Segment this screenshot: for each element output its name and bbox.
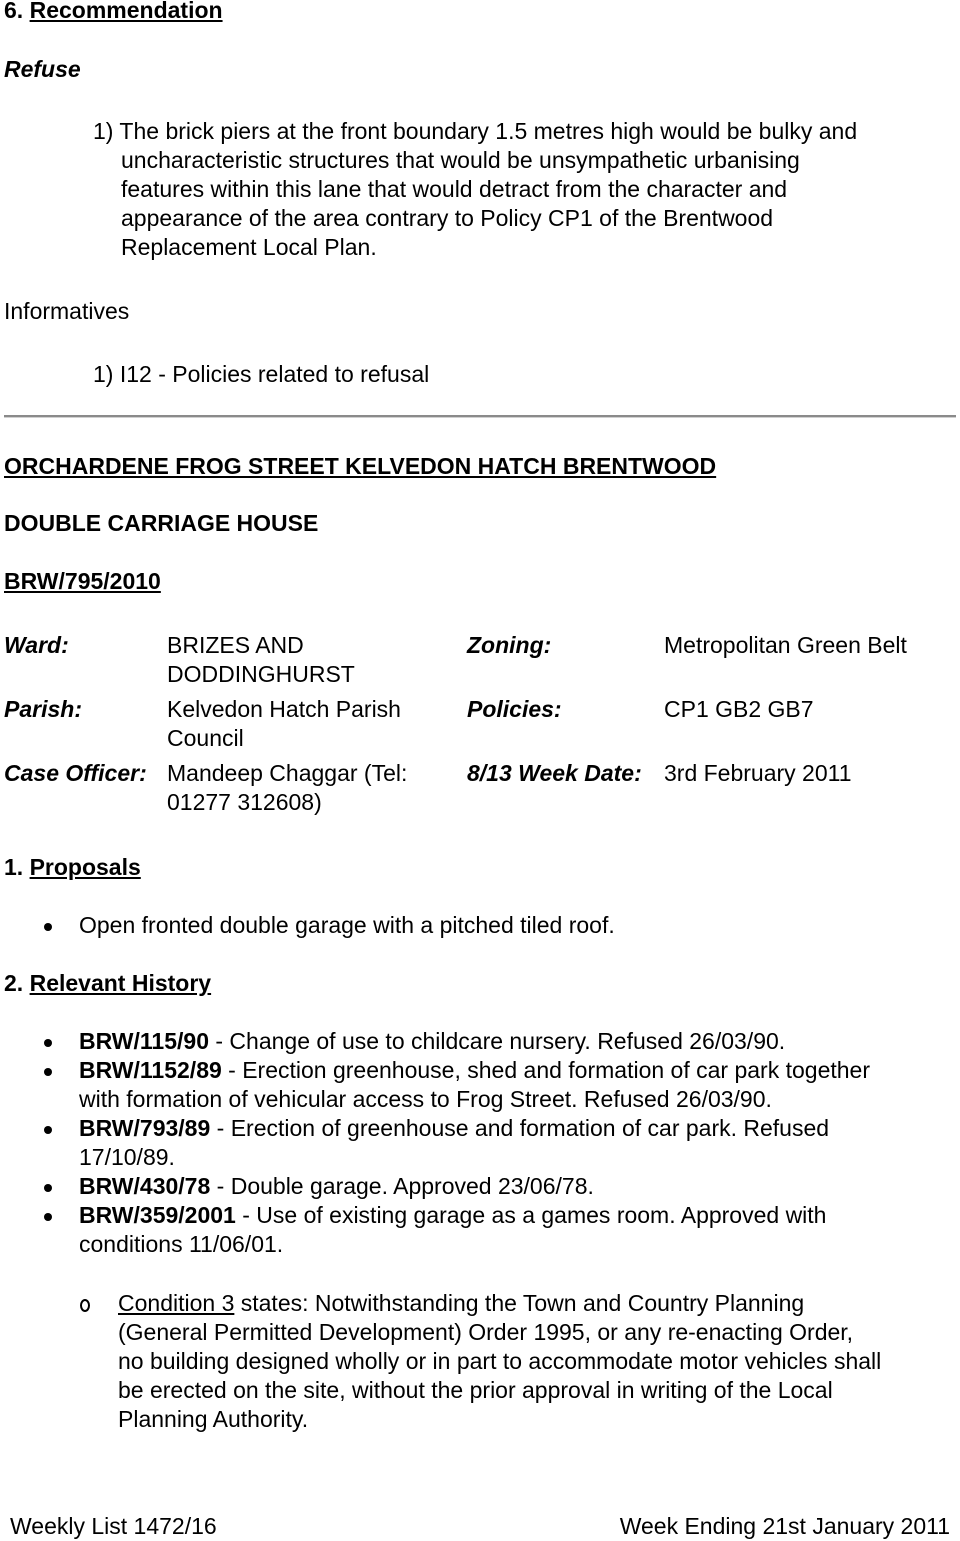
bullet-icon: [44, 1126, 52, 1134]
refusal-reason-line-2: uncharacteristic structures that would be unsympathetic urbanising: [121, 147, 800, 173]
parish-value: [167, 695, 467, 759]
application-description: DOUBLE CARRIAGE HOUSE: [4, 510, 319, 536]
recommendation-title: Recommendation: [29, 0, 223, 23]
history-item-3: [79, 1114, 829, 1143]
proposal-item: Open fronted double garage with a pitched tiled roof.: [79, 912, 615, 938]
ward-label: Ward:: [4, 632, 69, 658]
parish-line-2: Council: [167, 725, 244, 751]
application-info-table: [4, 631, 954, 823]
zoning-label: Zoning:: [467, 632, 552, 658]
condition-line-5: Planning Authority.: [118, 1406, 309, 1432]
history-item-1: [79, 1027, 785, 1056]
footer-weekly-list: Weekly List 1472/16: [10, 1513, 217, 1539]
history-item-5: [79, 1201, 826, 1230]
application-reference: BRW/795/2010: [4, 568, 161, 594]
info-row-officer: [4, 759, 954, 823]
history-ref: BRW/1152/89: [79, 1057, 222, 1083]
circle-bullet-icon: [80, 1299, 90, 1312]
footer-week-ending: Week Ending 21st January 2011: [619, 1513, 950, 1539]
condition-line-4: be erected on the site, without the prior approval in writing of the Local: [118, 1377, 833, 1403]
recommendation-number: 6.: [4, 0, 24, 23]
history-title: Relevant History: [29, 970, 212, 996]
ward-value: [167, 631, 467, 695]
info-row-parish: [4, 695, 954, 759]
policies-label: Policies:: [467, 696, 562, 722]
history-item-4: [79, 1172, 594, 1201]
bullet-icon: [44, 1068, 52, 1076]
section-divider: [4, 415, 956, 418]
condition-line-2: (General Permitted Development) Order 1995, or any re-enacting Order,: [118, 1319, 854, 1345]
case-officer-label: Case Officer:: [4, 760, 147, 786]
zoning-value: Metropolitan Green Belt: [664, 632, 907, 658]
history-ref: BRW/359/2001: [79, 1202, 236, 1228]
parish-line-1: Kelvedon Hatch Parish: [167, 696, 401, 722]
proposals-number: 1.: [4, 854, 24, 880]
refusal-reason-line-1: 1) The brick piers at the front boundary 1.5 metres high would be bulky and: [93, 118, 858, 144]
case-officer-line-2: 01277 312608): [167, 789, 322, 815]
case-officer-value: [167, 759, 467, 823]
history-text: - Erection of greenhouse and formation of car park. Refused: [210, 1115, 830, 1141]
history-text: - Erection greenhouse, shed and formation of car park together: [221, 1057, 870, 1083]
case-officer-line-1: Mandeep Chaggar (Tel:: [167, 760, 408, 786]
history-item-2-line-2: with formation of vehicular access to Frog Street. Refused 26/03/90.: [79, 1086, 772, 1112]
history-ref: BRW/430/78: [79, 1173, 211, 1199]
condition-line-3: no building designed wholly or in part to accommodate motor vehicles shall: [118, 1348, 882, 1374]
recommendation-heading: [4, 0, 223, 25]
condition-text: states: Notwithstanding the Town and Country Planning: [234, 1290, 805, 1316]
history-number: 2.: [4, 970, 24, 996]
history-text: - Change of use to childcare nursery. Refused 26/03/90.: [208, 1028, 786, 1054]
history-ref: BRW/115/90: [79, 1028, 209, 1054]
info-row-ward: [4, 631, 954, 695]
bullet-icon: [44, 1039, 52, 1047]
bullet-icon: [44, 1213, 52, 1221]
history-item-5-line-2: conditions 11/06/01.: [79, 1231, 284, 1257]
history-item-3-line-2: 17/10/89.: [79, 1144, 175, 1170]
site-address: ORCHARDENE FROG STREET KELVEDON HATCH BRENTWOOD: [4, 453, 717, 479]
parish-label: Parish:: [4, 696, 82, 722]
history-ref: BRW/793/89: [79, 1115, 211, 1141]
informatives-label: Informatives: [4, 298, 130, 324]
refusal-reason-line-5: Replacement Local Plan.: [121, 234, 377, 260]
history-item-2: [79, 1056, 870, 1085]
ward-line-2: DODDINGHURST: [167, 661, 355, 687]
proposals-heading: [4, 853, 141, 882]
bullet-icon: [44, 923, 52, 931]
condition-label: Condition 3: [118, 1290, 235, 1316]
history-text: - Use of existing garage as a games room. Approved with: [235, 1202, 827, 1228]
refusal-reason-line-4: appearance of the area contrary to Policy CP1 of the Brentwood: [121, 205, 774, 231]
bullet-icon: [44, 1184, 52, 1192]
history-heading: [4, 969, 211, 998]
refusal-reason-line-3: features within this lane that would detract from the character and: [121, 176, 788, 202]
history-text: - Double garage. Approved 23/06/78.: [210, 1173, 594, 1199]
proposals-title: Proposals: [29, 854, 141, 880]
week-date-label: 8/13 Week Date:: [467, 760, 642, 786]
policies-value: CP1 GB2 GB7: [664, 696, 814, 722]
decision-label: Refuse: [4, 56, 81, 82]
week-date-value: 3rd February 2011: [664, 760, 852, 786]
condition-line-1: [118, 1289, 804, 1318]
ward-line-1: BRIZES AND: [167, 632, 304, 658]
informative-item: 1) I12 - Policies related to refusal: [93, 361, 430, 387]
